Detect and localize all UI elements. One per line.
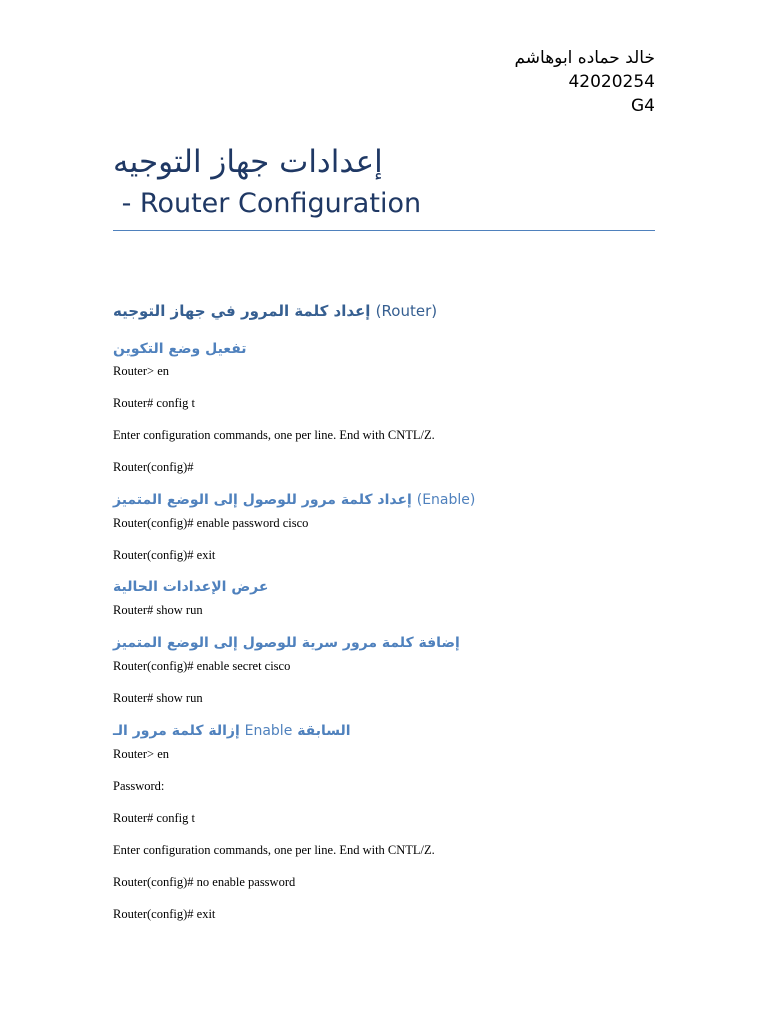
command-line: Password: <box>113 779 165 793</box>
heading-remove-enable-password-en: Enable <box>244 723 293 739</box>
command-line: Router# config t <box>113 811 195 825</box>
heading-remove-enable-password-ar-suffix: السابقة <box>297 723 351 739</box>
command-line: Router> en <box>113 747 169 761</box>
command-line: Router(config)# <box>113 460 194 474</box>
command-line: Router(config)# exit <box>113 907 216 921</box>
heading-enable-password <box>113 492 475 508</box>
command-line: Router# config t <box>113 396 195 410</box>
command-line: Router# show run <box>113 691 203 705</box>
title-underline-divider <box>113 230 655 231</box>
command-line: Enter configuration commands, one per line. End with CNTL/Z. <box>113 843 435 857</box>
group-label: G4 <box>631 96 655 116</box>
heading-enable-password-en: (Enable) <box>416 492 476 508</box>
heading-show-config-ar: عرض الإعدادات الحالية <box>113 579 269 595</box>
heading-show-config <box>113 579 268 595</box>
command-line: Router(config)# enable secret cisco <box>113 659 291 673</box>
heading-remove-enable-password-ar-prefix: إزالة كلمة مرور الـ <box>113 723 240 739</box>
heading-enable-secret <box>113 635 460 651</box>
command-line: Router> en <box>113 364 169 378</box>
author-block <box>514 46 655 118</box>
heading-config-mode-ar: تفعيل وضع التكوين <box>113 341 247 357</box>
command-line: Router(config)# no enable password <box>113 875 296 889</box>
heading-enable-password-ar: إعداد كلمة مرور للوصول إلى الوضع المتميز <box>113 492 412 508</box>
document-title-english: - Router Configuration <box>113 188 422 219</box>
heading-config-mode <box>113 341 247 357</box>
heading-enable-secret-ar: إضافة كلمة مرور سرية للوصول إلى الوضع المتميز <box>113 635 460 651</box>
heading-router-password-ar: إعداد كلمة المرور في جهاز التوجيه <box>113 302 371 320</box>
heading-remove-enable-password <box>113 723 351 739</box>
command-line: Router# show run <box>113 603 203 617</box>
command-line: Router(config)# exit <box>113 548 216 562</box>
student-id: 42020254 <box>568 72 655 92</box>
command-line: Enter configuration commands, one per line. End with CNTL/Z. <box>113 428 435 442</box>
author-name: خالد حماده ابوهاشم <box>514 48 655 68</box>
command-line: Router(config)# enable password cisco <box>113 516 309 530</box>
document-title-arabic: إعدادات جهاز التوجيه <box>113 144 383 180</box>
heading-router-password <box>113 302 437 320</box>
heading-router-password-en: (Router) <box>375 302 438 320</box>
